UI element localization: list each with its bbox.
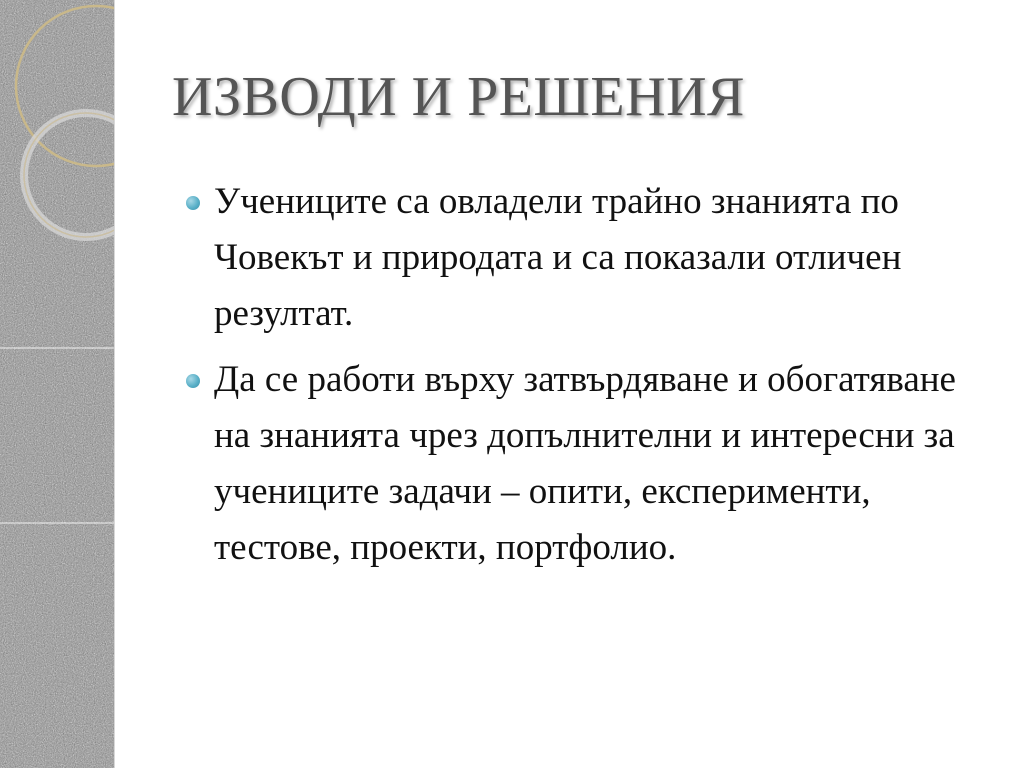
decorative-granite-strip (0, 0, 115, 768)
bullet-list (186, 174, 986, 586)
bullet-dot-icon (186, 196, 200, 210)
bullet-text: Учениците са овладели трайно знанията по Човекът и природата и са показали отличен резултат. (214, 181, 902, 334)
slide-title: ИЗВОДИ И РЕШЕНИЯ (172, 66, 745, 128)
bullet-text: Да се работи върху затвърдяване и обогатяване на знанията чрез допълнителни и интересни за учениците задачи – опити, експерименти, тестове, проекти, портфолио. (214, 359, 956, 568)
granite-texture-image (0, 0, 114, 768)
bullet-item (186, 352, 986, 576)
bullet-dot-icon (186, 374, 200, 388)
bullet-item (186, 174, 986, 342)
